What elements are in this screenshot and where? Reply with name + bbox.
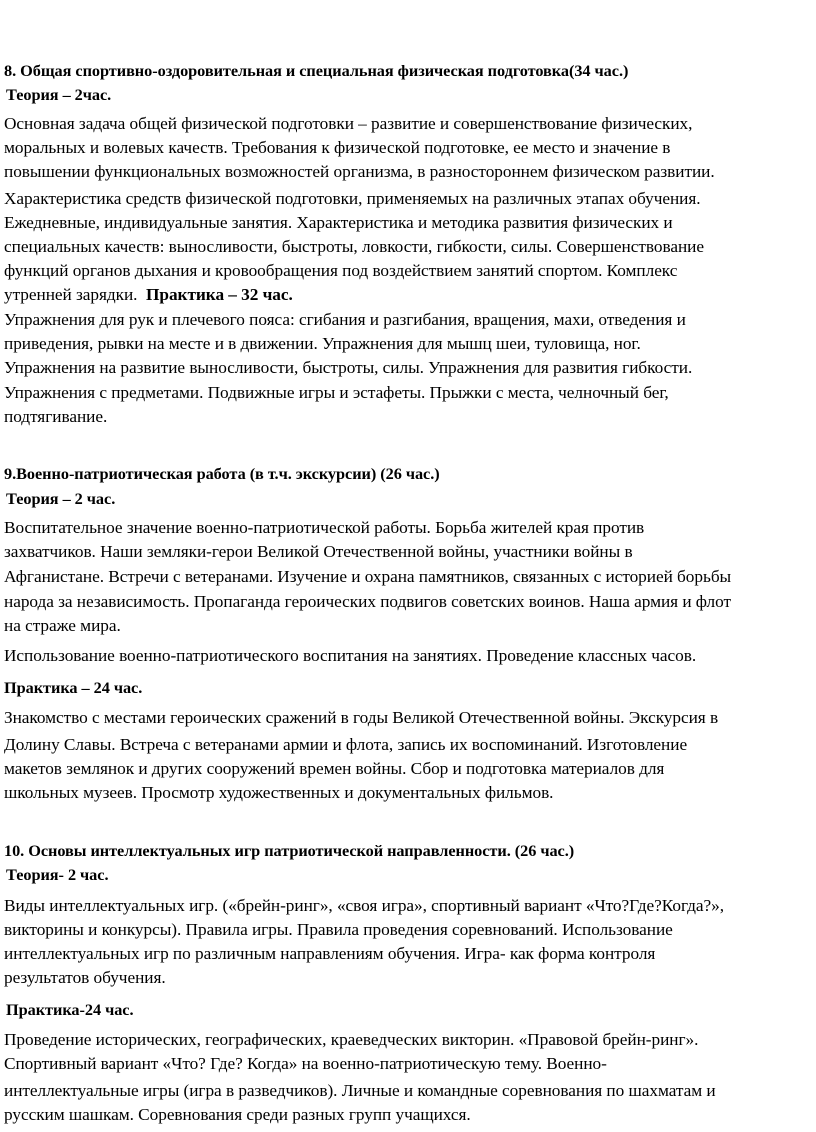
section-8-text-line: моральных и волевых качеств. Требования к физической подготовке, ее место и значение в [4, 138, 671, 157]
section-10-practice-line: интеллектуальные игры (игра в разведчиков). Личные и командные соревнования по шахматам и [4, 1081, 716, 1100]
section-9-text-line: Воспитательное значение военно-патриотической работы. Борьба жителей края против [4, 518, 645, 537]
section-10-practice-line: русским шашкам. Соревнования среди разных групп учащихся. [4, 1105, 471, 1124]
section-10-text-line: результатов обучения. [4, 968, 166, 987]
section-10-heading: 10. Основы интеллектуальных игр патриотической направленности. (26 час.) [4, 841, 575, 860]
section-10-theory-label: Теория- 2 час. [6, 865, 109, 884]
section-8-practice-line: приведения, рывки на месте и в движении. Упражнения для мышц шеи, туловища, ног. [4, 334, 641, 353]
section-9-text-line: Афганистане. Встречи с ветеранами. Изучение и охрана памятников, связанных с историей борьбы [4, 567, 732, 586]
section-8-practice-line: Упражнения с предметами. Подвижные игры и эстафеты. Прыжки с места, челночный бег, [4, 383, 669, 402]
section-9-practice-label: Практика – 24 час. [4, 678, 143, 697]
section-9-text-line: Использование военно-патриотического воспитания на занятиях. Проведение классных часов. [4, 646, 697, 665]
section-8-text-line: Характеристика средств физической подготовки, применяемых на различных этапах обучения. [4, 189, 701, 208]
section-8-text-line: Основная задача общей физической подготовки – развитие и совершенствование физических, [4, 114, 693, 133]
section-10-text-line: интеллектуальных игр по различным направлениям обучения. Игра- как форма контроля [4, 944, 656, 963]
section-10-text-line: викторины и конкурсы). Правила игры. Правила проведения соревнований. Использование [4, 920, 673, 939]
section-10-practice-line: Проведение исторических, географических, краеведческих викторин. «Правовой брейн-ринг». [4, 1030, 699, 1049]
section-9-practice-line: Долину Славы. Встреча с ветеранами армии и флота, запись их воспоминаний. Изготовление [4, 735, 688, 754]
section-8-text-line: функций органов дыхания и кровообращения под воздействием занятий спортом. Комплекс [4, 261, 678, 280]
section-8-theory-label: Теория – 2час. [6, 85, 112, 104]
section-8-text-line: специальных качеств: выносливости, быстроты, ловкости, гибкости, силы. Совершенствование [4, 237, 704, 256]
section-9-practice-line: макетов землянок и других сооружений времен войны. Сбор и подготовка материалов для [4, 759, 665, 778]
section-8-practice-label: Практика – 32 час. [146, 285, 293, 304]
section-9-practice-line: школьных музеев. Просмотр художественных и документальных фильмов. [4, 783, 554, 802]
section-10-practice-label: Практика-24 час. [6, 1000, 134, 1019]
section-9-text-line: народа за независимость. Пропаганда героических подвигов советских воинов. Наша армия и флот [4, 592, 731, 611]
section-9-text-line: захватчиков. Наши земляки-герои Великой Отечественной войны, участники войны в [4, 542, 633, 561]
section-10-practice-line: Спортивный вариант «Что? Где? Когда» на военно-патриотическую тему. Военно- [4, 1054, 607, 1073]
section-8-morning-text: утренней зарядки. [4, 285, 138, 304]
section-10-text-line: Виды интеллектуальных игр. («брейн-ринг», «своя игра», спортивный вариант «Что?Где?Когда?», [4, 896, 724, 915]
section-8-heading: 8. Общая спортивно-оздоровительная и специальная физическая подготовка(34 час.) [4, 61, 629, 80]
section-8-text-line: Ежедневные, индивидуальные занятия. Характеристика и методика развития физических и [4, 213, 673, 232]
section-8-text-line: повышении функциональных возможностей организма, в разностороннем физическом развитии. [4, 162, 715, 181]
section-8-practice-line: Упражнения для рук и плечевого пояса: сгибания и разгибания, вращения, махи, отведения и [4, 310, 686, 329]
section-9-theory-label: Теория – 2 час. [6, 489, 116, 508]
section-9-heading: 9.Военно-патриотическая работа (в т.ч. экскурсии) (26 час.) [4, 464, 440, 483]
section-8-practice-line: подтягивание. [4, 407, 108, 426]
section-8-morning-line [4, 284, 293, 306]
section-8-practice-line: Упражнения на развитие выносливости, быстроты, силы. Упражнения для развития гибкости. [4, 358, 693, 377]
section-9-text-line: на страже мира. [4, 616, 121, 635]
section-9-practice-line: Знакомство с местами героических сражений в годы Великой Отечественной войны. Экскурсия в [4, 708, 719, 727]
